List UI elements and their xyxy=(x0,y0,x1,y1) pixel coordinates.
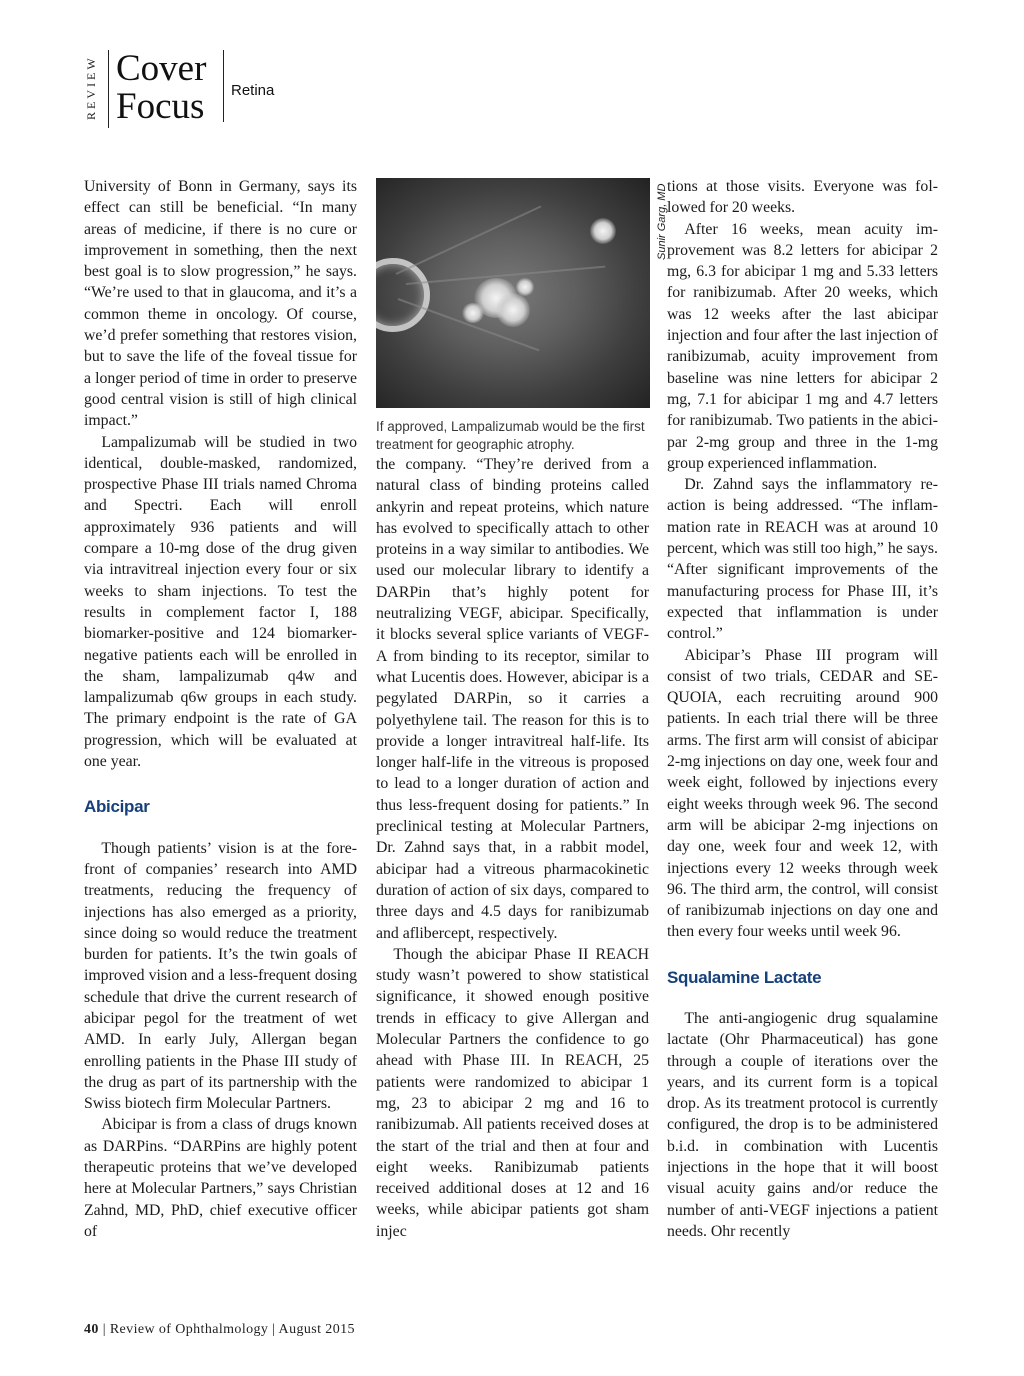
paragraph: Though patients’ vision is at the forefront of companies’ research into AMD treatments, reducing the frequency of injections has also emerged as a priority, since doing so would reduce the treatment burden for patients. It’s the twin goals of improved vision and a less-frequent dosing schedule that drive the current research of abicipar pegol for the treatment of wet AMD. In early July, Allergan began enrolling patients in the Phase III study of the drug as part of its partnership with the Swiss biotech firm Molecular Partners. xyxy=(84,839,357,1113)
title-line-focus: Focus xyxy=(116,86,205,127)
department-title xyxy=(116,50,206,126)
column-2 xyxy=(376,454,649,1242)
paragraph: Lampalizumab will be studied in two identical, double-masked, randomized, prospective Phase III trials named Chroma and Spectri. Each will enroll approximately 936 patients and will compare a 10-mg dose of the drug given via intravitreal injection every four or six weeks to sham injections. To test the results in complement factor I, 188 biomarker-positive and 124 biomarker-negative patients each will be enrolled in the sham, lampalizumab q4w and lampalizumab q6w groups in each study. The primary endpoint is the rate of GA progression, which will be evaluated at one year. xyxy=(84,433,357,771)
paragraph: Though the abicipar Phase II REACH study wasn’t powered to show statistical significance, it showed enough positive trends in efficacy to give Allergan and Molecular Partners the confidence to go ahead with Phase III. In REACH, 25 patients were randomized to abicipar 1 mg, 23 to abicipar 2 mg and 16 to ranibizumab. All patients received doses at the start of the trial and then at four and eight weeks. Ranibizumab patients received additional doses at 12 and 16 weeks, while abicipar patients got sham injec xyxy=(376,945,649,1240)
lesion xyxy=(496,293,530,327)
title-line-cover: Cover xyxy=(116,48,207,89)
lesion xyxy=(516,278,534,296)
vessel xyxy=(396,205,542,274)
figure-caption: If approved, Lampalizumab would be the first treatment for geographic atrophy. xyxy=(376,419,645,452)
paragraph: University of Bonn in Germany, says its effect can still be beneficial. “In many areas of medicine, if there is no cure or improvement in something, then the next best goal is to slow progression,” he says. “We’re used to that in glaucoma, and it’s a common theme in oncology. Of course, we’d prefer something that restores vision, but to save the life of the foveal tissue for a longer period of time in order to preserve good central vision is still of high clinical impact.” xyxy=(84,178,357,430)
column-1 xyxy=(84,176,357,1242)
page-footer xyxy=(84,1322,355,1338)
page-number: 40 xyxy=(84,1322,99,1337)
review-vertical-label: REVIEW xyxy=(84,55,98,121)
paragraph: Dr. Zahnd says the inflammatory reaction is being addressed. “The inflammation rate in REACH was at around 10 percent, which was still too high,” he says. “After significant improvements of the manufacturing process for Phase III, it’s expected that inflammation is under control.” xyxy=(667,476,938,643)
paragraph: After 16 weeks, mean acuity improvement was 8.2 letters for abicipar 2 mg, 6.3 for abicipar 1 mg and 5.33 letters for ranibizumab. After 20 weeks, which was 12 weeks after the last abicipar injection and four after the last injection of ranibizumab, acuity improvement from baseline was nine letters for abicipar 2 mg, 7.1 for abicipar 1 mg and 4.7 letters for ranibizumab. Two patients in the abicipar 2-mg group and three in the 1-mg group experienced inflammation. xyxy=(667,220,938,472)
fundus-photograph xyxy=(376,178,650,408)
lesion xyxy=(590,218,616,244)
subheading-squalamine: Squalamine Lactate xyxy=(667,967,822,987)
paragraph: tions at those visits. Everyone was followed for 20 weeks. xyxy=(667,178,938,217)
paragraph: Abicipar’s Phase III program will consist of two trials, CEDAR and SEQUOIA, each recruiting around 900 patients. In each trial there will be three arms. The first arm will consist of abicipar 2-mg injections on day one, week four and week eight, followed by injections every eight weeks through week 96. The second arm will be abicipar 2-mg injections on day one, week four and week 12, with injections every 12 weeks through week 96. The third arm, the control, will consist of ranibizumab injections on day one and then every four weeks until week 96. xyxy=(667,646,938,941)
photo-credit: Sunir Garg, MD xyxy=(656,183,668,260)
footer-text: | Review of Ophthalmology | August 2015 xyxy=(98,1322,355,1337)
section-label: Retina xyxy=(231,82,275,99)
subheading-abicipar: Abicipar xyxy=(84,797,150,817)
header-divider-2 xyxy=(223,50,224,122)
paragraph: Abicipar is from a class of drugs known as DARPins. “DARPins are highly potent therapeutic proteins that we’ve developed here at Molecular Partners,” says Christian Zahnd, MD, PhD, chief executive officer of xyxy=(84,1116,357,1240)
header-divider xyxy=(108,50,109,128)
paragraph: The anti-angiogenic drug squalamine lactate (Ohr Pharmaceutical) has gone through a couple of iterations over the years, and its current form is a topical drop. As its treatment protocol is currently configured, the drop is to be administered b.i.d. in combination with Lucentis injections in the hope that it will boost visual acuity gains and/or reduce the number of anti-VEGF injections a patient needs. Ohr recently xyxy=(667,1009,938,1240)
column-3 xyxy=(667,176,938,1242)
paragraph: the company. “They’re derived from a natural class of binding proteins called ankyrin and repeat proteins, which nature has evolved to specifically attach to other proteins in a way similar to antibodies. We used our molecular library to identify a DARPin that’s highly potent for neutralizing VEGF, abicipar. Specifically, it blocks several splice variants of VEGF-A from binding to its receptor, similar to what Lucentis does. However, abicipar is a pegylated DARPin, so it carries a polyethylene tail. The reason for this is to provide a longer intravitreal half-life. Its longer half-life in the vitreous is proposed to lead to a longer duration of action and thus less-frequent dosing for patients.” In preclinical testing at Molecular Partners, Dr. Zahnd says that, in a rabbit model, abicipar had a vitreous pharmacokinetic duration of action of six days, compared to three days and 4.5 days for ranibizumab and aflibercept, respectively. xyxy=(376,456,649,942)
lesion xyxy=(462,303,484,323)
